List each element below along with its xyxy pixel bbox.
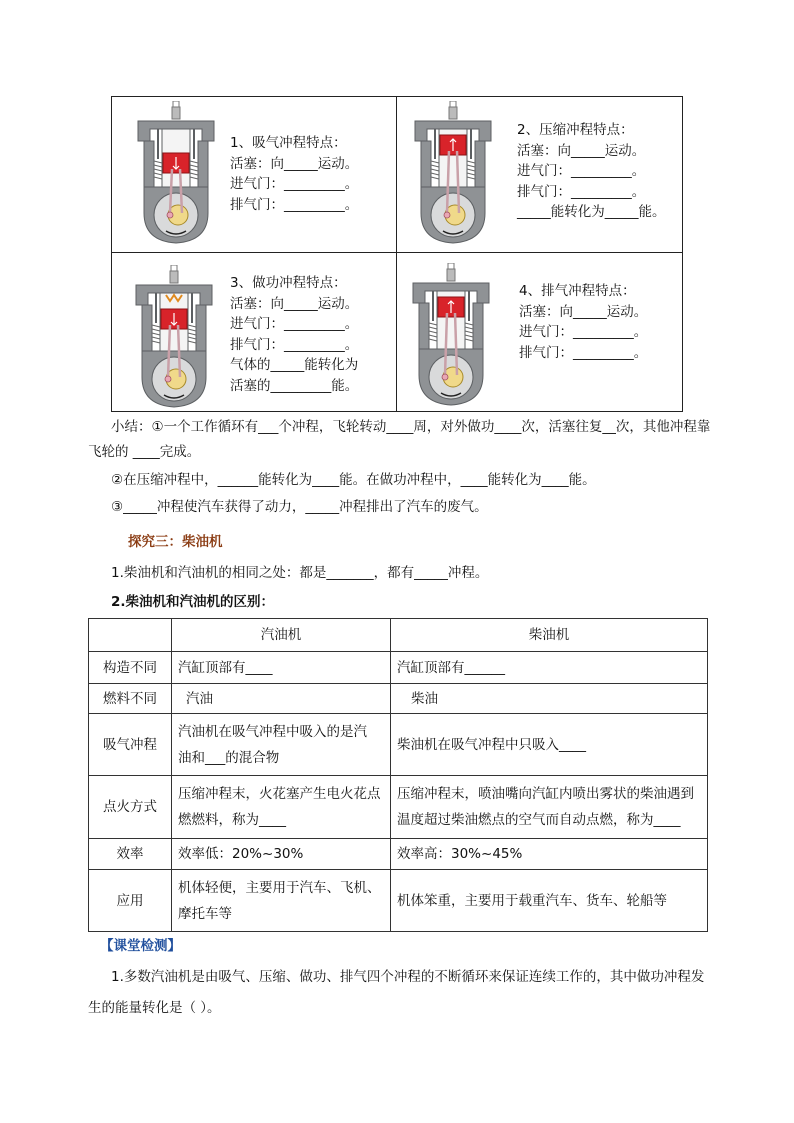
cell-line: 汽缸顶部有______ — [397, 659, 505, 676]
table-row — [89, 714, 708, 776]
stroke-line: 3、做功冲程特点： — [230, 275, 347, 291]
cell-line: 油和___的混合物 — [178, 749, 280, 766]
cell-line: 汽缸顶部有____ — [178, 659, 273, 676]
stroke-line: 活塞：向_____运动。 — [230, 155, 359, 172]
stroke-line: 排气门：_________。 — [517, 183, 646, 200]
cell-line: 汽油 — [186, 690, 213, 707]
diesel-cell — [391, 652, 708, 684]
table-row — [89, 839, 708, 870]
stroke-line: 进气门：_________。 — [519, 324, 648, 340]
stroke-line: 活塞：向_____运动。 — [517, 142, 646, 159]
cell-line: 效率高：30%~45% — [397, 846, 523, 862]
cell-line: 柴油机在吸气冲程中只吸入____ — [397, 736, 586, 753]
question-1: 1.柴油机和汽油机的相同之处：都是_______，都有_____冲程。 — [111, 565, 489, 581]
row-label: 应用 — [89, 870, 172, 932]
stroke-text-power — [230, 273, 358, 396]
table-row — [89, 652, 708, 684]
stroke-line: 1、吸气冲程特点： — [230, 135, 347, 151]
stroke-line: 活塞：向_____运动。 — [230, 295, 359, 312]
cell-line: 效率低：20%~30% — [178, 846, 304, 862]
gas-cell — [172, 870, 391, 932]
row-label: 点火方式 — [89, 776, 172, 839]
row-label: 构造不同 — [89, 652, 172, 684]
gas-cell — [172, 776, 391, 839]
engine-diagram-power-icon — [128, 265, 220, 411]
row-label: 效率 — [89, 839, 172, 870]
cell-line: 摩托车等 — [178, 905, 232, 922]
table-row — [89, 870, 708, 932]
table-header-row — [89, 619, 708, 652]
cell-line: 燃燃料，称为____ — [178, 812, 286, 828]
stroke-line: 排气门：_________。 — [230, 336, 359, 353]
cell-line: 机体笨重，主要用于载重汽车、货车、轮船等 — [397, 892, 667, 909]
comparison-table — [88, 618, 708, 932]
gas-cell — [172, 652, 391, 684]
stroke-cell-compression — [397, 97, 683, 253]
stroke-line: 排气门：_________。 — [519, 344, 648, 361]
stroke-line: _____能转化为_____能。 — [517, 204, 666, 220]
cell-line: 压缩冲程末，喷油嘴向汽缸内喷出雾状的柴油遇到 — [397, 786, 694, 802]
stroke-cell-exhaust — [397, 253, 683, 409]
cell-line: 压缩冲程末，火花塞产生电火花点 — [178, 786, 381, 802]
stroke-line: 活塞：向_____运动。 — [519, 303, 648, 320]
table-row — [89, 684, 708, 714]
row-label: 燃料不同 — [89, 684, 172, 714]
stroke-line: 2、压缩冲程特点： — [517, 122, 634, 138]
diesel-cell — [391, 870, 708, 932]
check-question-line-1: 1.多数汽油机是由吸气、压缩、做功、排气四个冲程的不断循环来保证连续工作的，其中做功冲程发 — [111, 969, 705, 985]
table-header-cell: 柴油机 — [391, 619, 708, 652]
gas-cell — [172, 839, 391, 870]
engine-diagram-exhaust-icon — [405, 263, 497, 409]
gas-cell — [172, 684, 391, 714]
gas-cell — [172, 714, 391, 776]
table-header-cell: 汽油机 — [172, 619, 391, 652]
stroke-line: 进气门：_________。 — [517, 163, 646, 179]
check-title: 【课堂检测】 — [100, 938, 181, 954]
stroke-cell-power — [112, 253, 398, 409]
summary-line-1: 小结：①一个工作循环有___个冲程，飞轮转动____周，对外做功____次，活塞往复__次，其他冲程靠 — [111, 419, 711, 435]
cell-line: 温度超过柴油燃点的空气而自动点燃，称为____ — [397, 812, 681, 828]
cell-line: 汽油机在吸气冲程中吸入的是汽 — [178, 723, 367, 740]
table-header-cell — [89, 619, 172, 652]
stroke-line: 进气门：_________。 — [230, 316, 359, 332]
cell-line: 柴油 — [411, 690, 438, 707]
stroke-line: 活塞的_________能。 — [230, 377, 359, 394]
stroke-line: 4、排气冲程特点： — [519, 283, 636, 299]
question-2: 2.柴油机和汽油机的区别： — [111, 594, 275, 610]
engine-diagram-compression-icon — [407, 101, 499, 247]
row-label: 吸气冲程 — [89, 714, 172, 776]
summary-line-2: 飞轮的 ____完成。 — [88, 444, 201, 460]
stroke-cell-intake — [112, 97, 398, 253]
cell-line: 机体轻便，主要用于汽车、飞机、 — [178, 879, 381, 896]
summary-line-3: ②在压缩冲程中，______能转化为____能。在做功冲程中，____能转化为____能。 — [111, 472, 596, 488]
section-title: 探究三：柴油机 — [128, 534, 223, 550]
stroke-text-exhaust — [519, 281, 647, 363]
stroke-grid — [111, 96, 683, 412]
diesel-cell — [391, 714, 708, 776]
table-row — [89, 776, 708, 839]
stroke-line: 进气门：_________。 — [230, 176, 359, 192]
stroke-text-compression — [517, 120, 666, 223]
engine-diagram-intake-icon — [130, 101, 222, 247]
diesel-cell — [391, 684, 708, 714]
stroke-line: 气体的_____能转化为 — [230, 357, 359, 373]
stroke-text-intake — [230, 133, 358, 215]
diesel-cell — [391, 776, 708, 839]
check-question-line-2: 生的能量转化是（ ）。 — [88, 1000, 221, 1016]
diesel-cell — [391, 839, 708, 870]
summary-line-4: ③_____冲程使汽车获得了动力，_____冲程排出了汽车的废气。 — [111, 499, 488, 515]
stroke-line: 排气门：_________。 — [230, 196, 359, 213]
